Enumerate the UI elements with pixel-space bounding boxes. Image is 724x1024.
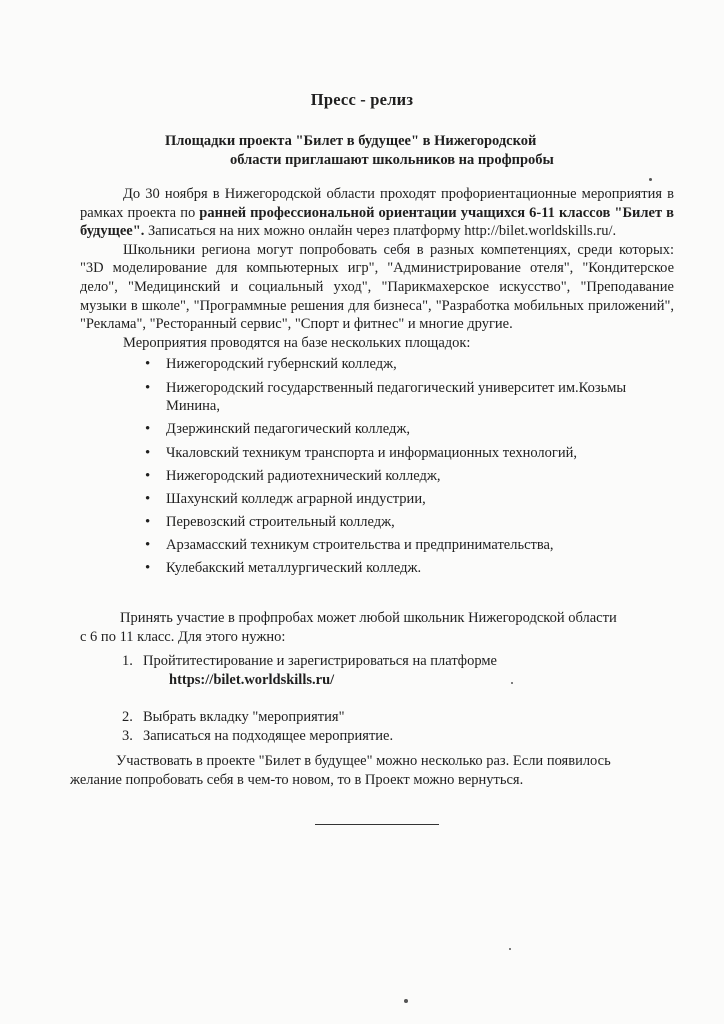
closing-line1: Участвовать в проекте "Билет в будущее" можно несколько раз. Если появилось [116,753,611,769]
scan-speck [649,178,652,181]
scan-speck [509,948,511,950]
step-2 [122,708,642,727]
step-number: 1. [122,653,133,669]
step-text: Выбрать вкладку "мероприятия" [143,709,345,725]
list-item: • Шахунский колледж аграрной индустрии, [145,490,674,509]
venues-intro: Мероприятия проводятся на базе нескольких площадок: [123,334,471,351]
separator-line [315,824,439,825]
subtitle-line2: области приглашают школьников на профпробы [230,152,554,168]
closing-paragraph [70,752,670,790]
list-item: • Кулебакский металлургический колледж. [145,559,674,578]
intro-text-a: До 30 ноября в Нижегородской области проходят профориентационные мероприятия в рамках проекта по [80,186,674,221]
list-item: • Чкаловский техникум транспорта и информационных технологий, [145,444,674,463]
platform-link[interactable]: https://bilet.worldskills.ru/ [169,672,335,688]
steps-list [122,652,642,746]
participation-paragraph [80,609,680,647]
participation-line2: с 6 по 11 класс. Для этого нужно: [80,629,286,645]
intro-paragraph [80,185,674,241]
subtitle [165,132,625,170]
subtitle-line1: Площадки проекта "Билет в будущее" в Нижегородской [165,133,537,149]
list-item: • Нижегородский радиотехнический колледж, [145,467,674,486]
scan-speck [511,682,513,684]
competencies-paragraph: Школьники региона могут попробовать себя в разных компетенциях, среди которых: "3D моделирование для компьютерных игр", "Администрирование отеля", "Кондитерское дело", "Медицинский и социальный уход", "Парикмахерское искусство", "Преподавание музыки в школе", "Программные решения для бизнеса", "Разработка мобильных приложений", "Реклама", "Ресторанный сервис", "Спорт и фитнес" и многие другие. [80,241,674,333]
page-title: Пресс - релиз [310,90,414,109]
list-item: • Перевозский строительный колледж, [145,513,674,532]
closing-line2: желание попробовать себя в чем-то новом, то в Проект можно вернуться. [70,772,524,788]
list-item: • Арзамасский техникум строительства и предпринимательства, [145,536,674,555]
list-item: • Дзержинский педагогический колледж, [145,420,674,439]
intro-text-b: Записаться на них можно онлайн через платформу http://bilet.worldskills.ru/. [144,223,617,240]
list-item: • Нижегородский государственный педагогический университет им.Козьмы Минина, [145,379,674,416]
scan-speck [404,999,408,1003]
venues-list [80,355,674,578]
list-item: • Нижегородский губернский колледж, [145,355,674,374]
step-1 [122,652,642,690]
step-text: Записаться на подходящее мероприятие. [143,728,394,744]
participation-line1: Принять участие в профпробах может любой школьник Нижегородской области [120,610,617,626]
step-text: Пройтитестирование и зарегистрироваться на платформе [143,653,497,669]
step-3 [122,727,642,746]
step-number: 2. [122,709,133,725]
intro-text-bold: ранней профессиональной ориентации учащихся 6-11 классов "Билет в будущее". [80,204,675,240]
document-body [80,185,674,583]
step-number: 3. [122,728,133,744]
